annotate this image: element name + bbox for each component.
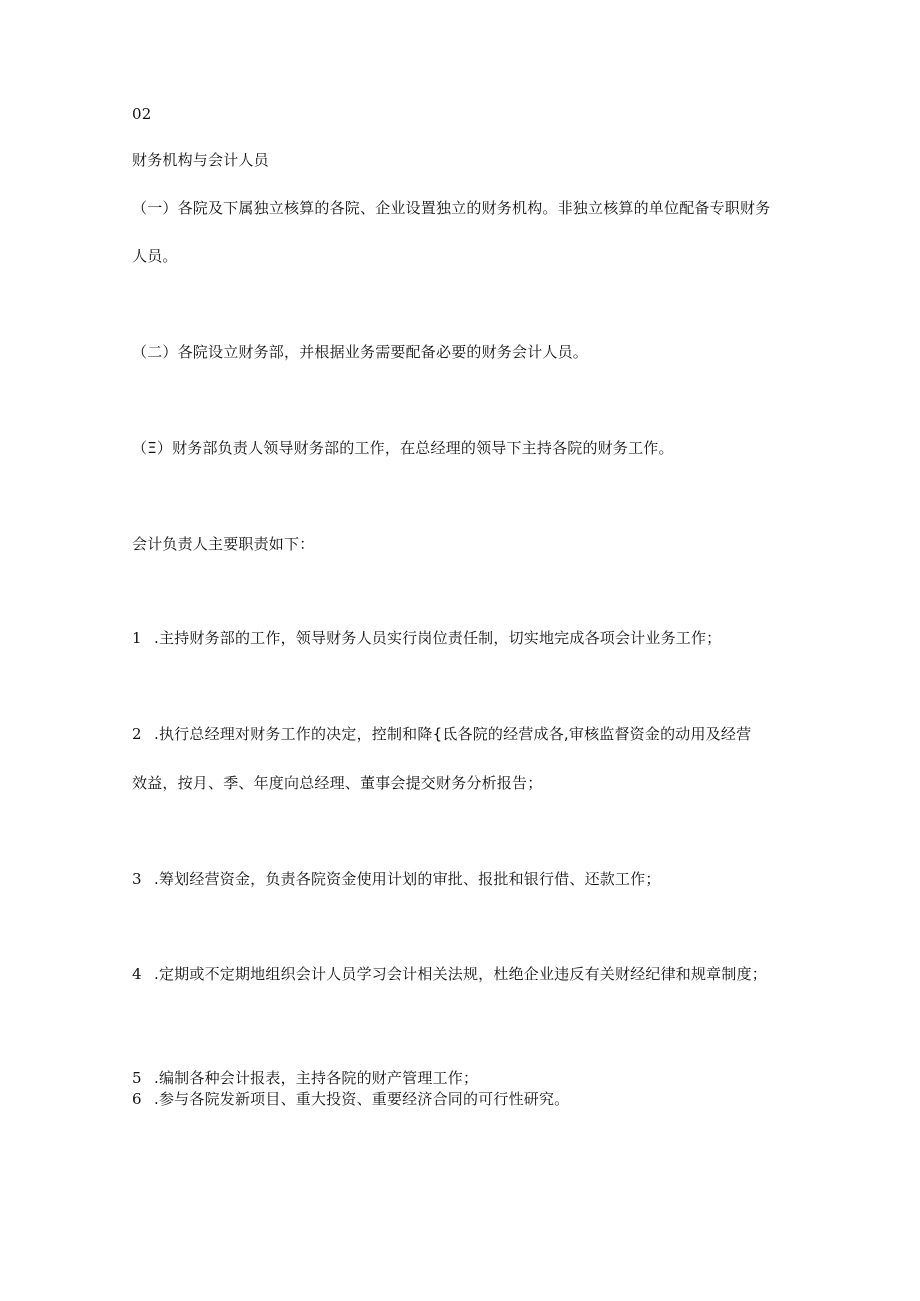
duty-item-5	[132, 1068, 478, 1088]
duty-number: 5	[132, 1069, 142, 1087]
duty-number: 6	[132, 1090, 142, 1108]
page-number: 02	[132, 105, 152, 123]
duty-text: .执行总经理对财务工作的决定，控制和降{氐各院的经营成各,审核监督资金的动用及经营	[154, 725, 752, 743]
paragraph-3: （Ξ）财务部负责人领导财务部的工作，在总经理的领导下主持各院的财务工作。	[132, 439, 674, 457]
duty-item-1	[132, 628, 721, 648]
duty-item-3	[132, 869, 661, 889]
duty-number: 3	[132, 870, 142, 888]
section-heading: 财务机构与会计人员	[132, 151, 269, 169]
duty-text: .主持财务部的工作，领导财务人员实行岗位责任制，切实地完成各项会计业务工作；	[154, 629, 722, 647]
duty-item-2	[132, 724, 751, 744]
duties-intro: 会计负责人主要职责如下：	[132, 535, 315, 553]
duty-text: .筹划经营资金，负责各院资金使用计划的审批、报批和银行借、还款工作；	[154, 870, 661, 888]
duty-item-4	[132, 964, 767, 984]
duty-text: .参与各院发新项目、重大投资、重要经济合同的可行性研究。	[154, 1090, 570, 1108]
duty-text: .定期或不定期地组织会计人员学习会计相关法规，杜绝企业违反有关财经纪律和规章制度；	[154, 965, 767, 983]
duty-number: 1	[132, 629, 142, 647]
paragraph-1-line-1: （一）各院及下属独立核算的各院、企业设置独立的财务机构。非独立核算的单位配备专职财务	[132, 199, 771, 217]
duty-text: .编制各种会计报表，主持各院的财产管理工作；	[154, 1069, 479, 1087]
duty-item-6	[132, 1089, 569, 1109]
paragraph-1-line-2: 人员。	[132, 247, 178, 265]
duty-item-2-continuation: 效益，按月、季、年度向总经理、董事会提交财务分析报告；	[132, 774, 543, 792]
duty-number: 4	[132, 965, 142, 983]
paragraph-2: （二）各院设立财务部，并根据业务需要配备必要的财务会计人员。	[132, 343, 589, 361]
duty-number: 2	[132, 725, 142, 743]
